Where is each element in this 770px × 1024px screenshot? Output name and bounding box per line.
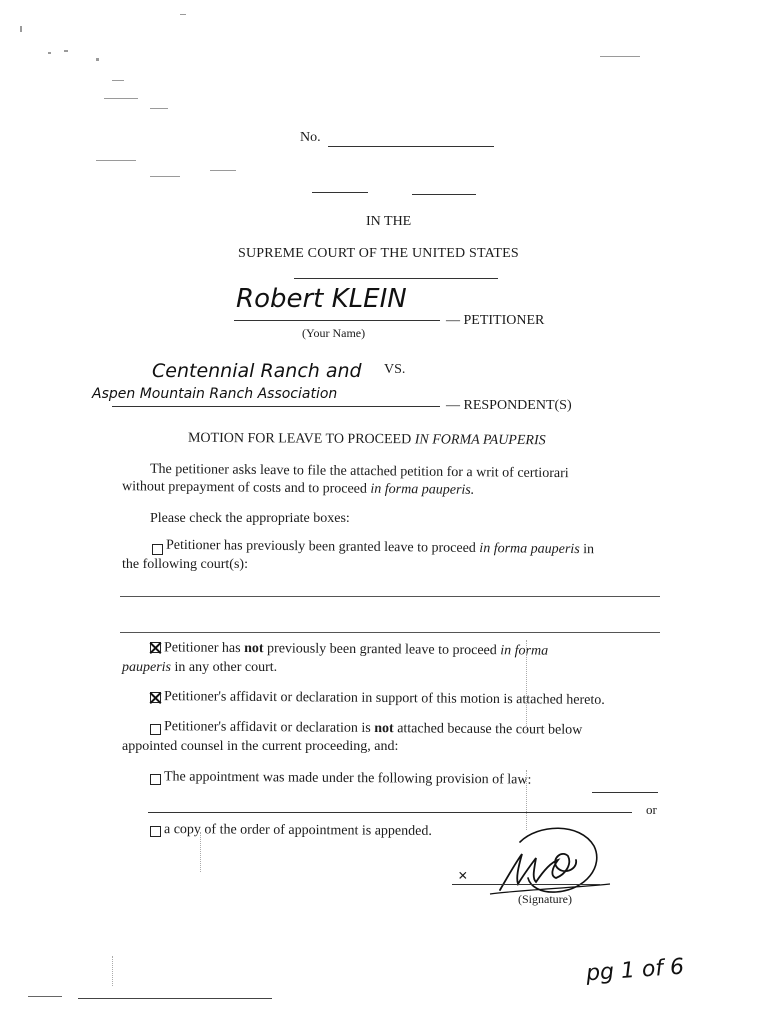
affidavit-not-text-a: Petitioner's affidavit or declaration is [163, 719, 375, 737]
case-number-label: No. [300, 130, 321, 145]
divider-rule [312, 192, 368, 193]
scan-speck [20, 26, 22, 32]
signature-mark: × [458, 866, 468, 885]
fold-mark [526, 770, 527, 830]
respondent-name-line [112, 406, 440, 407]
checkbox-affidavit-attached[interactable] [150, 692, 161, 703]
court-name: SUPREME COURT OF THE UNITED STATES [238, 246, 519, 261]
scan-speck [150, 108, 168, 109]
scan-edge-rule [28, 996, 62, 997]
check-instruction: Please check the appropriate boxes: [150, 511, 350, 526]
scan-speck [600, 56, 640, 57]
motion-title-italic: IN FORMA PAUPERIS [414, 432, 546, 449]
case-number-field [328, 146, 494, 147]
respondent-name-line1-handwritten: Centennial Ranch and [152, 360, 362, 382]
motion-title-text: MOTION FOR LEAVE TO PROCEED [187, 430, 415, 448]
scan-speck [180, 14, 186, 15]
not-granted-bold: not [244, 641, 264, 657]
respondent-label: — RESPONDENT(S) [446, 398, 572, 413]
checkbox-copy-appended[interactable] [150, 826, 161, 837]
not-granted-end: in any other court. [171, 660, 278, 675]
copy-appended-text: a copy of the order of appointment is appended. [163, 822, 432, 839]
appointment-law-blank-2 [148, 812, 632, 813]
previously-granted-text: Petitioner has previously been granted leave to proceed [165, 537, 480, 557]
not-granted-text-b: previously been granted leave to proceed [263, 641, 501, 659]
not-granted-italic: in forma [500, 643, 549, 659]
signature-line[interactable] [452, 884, 600, 885]
not-granted-italic-2: pauperis [122, 660, 171, 675]
checkbox-affidavit-not-attached[interactable] [150, 724, 161, 735]
previously-granted-line1 [166, 538, 594, 558]
scan-speck [64, 50, 68, 52]
affidavit-not-attached-line2: appointed counsel in the current proceeding, and: [122, 739, 399, 754]
scan-speck [48, 52, 51, 54]
intro-paragraph-line1: The petitioner asks leave to file the attached petition for a writ of certiorari [149, 461, 569, 482]
not-granted-text-a: Petitioner has [163, 640, 245, 657]
checkbox-appointment-law[interactable] [150, 774, 161, 785]
affidavit-not-text-b: attached because the court below [393, 721, 583, 738]
courts-blank-line [120, 596, 660, 597]
affidavit-not-attached-line1 [164, 719, 582, 739]
scan-speck [96, 160, 136, 161]
affidavit-not-bold: not [374, 721, 394, 737]
scan-edge-rule [78, 998, 272, 999]
checkbox-previously-granted[interactable] [152, 544, 163, 555]
divider-rule [412, 194, 476, 195]
not-granted-line1 [164, 640, 548, 659]
petitioner-name-line [234, 320, 440, 321]
intro-line2-text: without prepayment of costs and to proceed [121, 479, 371, 497]
appointment-law-text: The appointment was made under the following provision of law: [163, 769, 532, 788]
fold-mark [200, 832, 201, 872]
motion-title [188, 431, 546, 449]
court-prefix: IN THE [366, 214, 412, 229]
fold-mark [526, 640, 527, 730]
signature-caption: (Signature) [518, 892, 572, 906]
affidavit-attached-text: Petitioner's affidavit or declaration in support of this motion is attached hereto. [163, 689, 605, 708]
appointment-law-blank [592, 792, 658, 793]
previously-granted-end: in [579, 542, 595, 558]
scan-speck [104, 98, 138, 99]
petitioner-name-handwritten: Robert KLEIN [236, 284, 407, 314]
intro-paragraph-line2 [122, 479, 474, 499]
your-name-caption: (Your Name) [302, 326, 366, 340]
courts-blank-line [120, 632, 660, 633]
scan-speck [96, 58, 99, 61]
intro-line2-italic: in forma pauperis. [370, 481, 475, 498]
previously-granted-line2: the following court(s): [122, 557, 248, 572]
fold-mark [112, 956, 113, 986]
page-count-handwritten: pg 1 of 6 [585, 954, 685, 987]
petitioner-label: — PETITIONER [446, 313, 545, 328]
scan-speck [112, 80, 124, 81]
scan-speck [210, 170, 236, 171]
not-granted-line2 [122, 660, 277, 676]
checkbox-not-previously-granted[interactable] [150, 642, 161, 653]
respondent-name-line2-handwritten: Aspen Mountain Ranch Association [92, 386, 338, 402]
versus-label: VS. [384, 362, 406, 377]
scan-speck [150, 176, 180, 177]
or-label: or [646, 802, 657, 817]
previously-granted-italic: in forma pauperis [479, 541, 580, 558]
court-underline [294, 278, 498, 279]
